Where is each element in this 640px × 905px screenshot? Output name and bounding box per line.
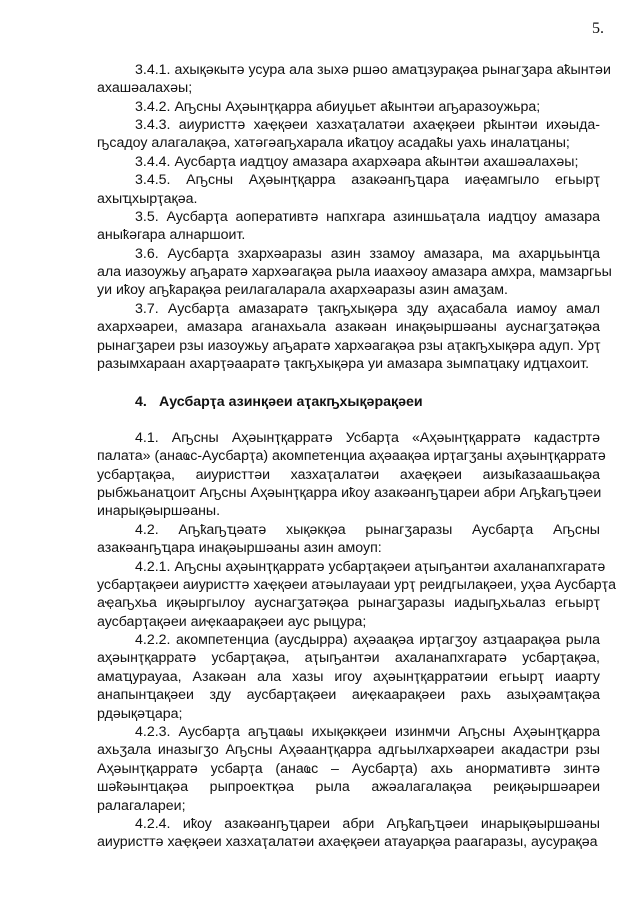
text-line: 4.2. Аҧҟаҧҵәатә хықәкқәа рынагӡаразы Аусбарҭа Аҧсны xyxy=(135,521,600,538)
text-line: усбарҭақәеи аиуристтә хаҿқәеи атәылауааи урҭ реидгылақәеи, уҳәа Аусбарҭа xyxy=(97,576,617,593)
paragraph-3-4-4 xyxy=(97,153,600,171)
paragraph-4-2-2 xyxy=(97,631,600,723)
text-line: 4.2.4. иҟоу азакәанҧҵареи абри Аҧҟаҧҵәеи инарықәыршәаны xyxy=(135,816,600,832)
text-line: 3.4.2. Аҧсны Аҳәынҭқарра абиуџьет аҟынтәи аҧаразоужьра; xyxy=(135,98,541,115)
paragraph-3-4-1 xyxy=(97,61,611,98)
paragraph-3-4-5 xyxy=(97,171,600,208)
paragraph-4-1 xyxy=(97,429,606,521)
text-line: уи иҟоу аҧҟарақәа реилагаларала ахархәаразы азин амаӡам. xyxy=(97,282,508,299)
text-line: ралагалареи; xyxy=(97,797,186,814)
text-line: палата» (анаҩс-Аусбарҭа) акомпетенциа аҳәаақәа ирҭагӡаны аҳәынҭқарратә xyxy=(97,448,606,465)
text-line: 4.1. Аҧсны Аҳәынҭқарратә Усбарҭа «Аҳәынҭқарратә кадастртә xyxy=(135,429,600,446)
page-number: 5. xyxy=(592,20,604,37)
text-line: ахыҵхырҭақәа. xyxy=(97,190,198,207)
paragraph-3-5 xyxy=(97,208,600,245)
text-line: аҳәынҭқарратә усбарҭақәа, аҭыҧантәи ахаланапхгаратә усбарҭақәа, xyxy=(97,650,600,667)
text-line: Аҳәынҭқарратә усбарҭа (анаҩс – Аусбарҭа) ахь анормативтә зинтә xyxy=(97,760,600,777)
text-line: амаҵурауаа, Азакәан ала хазы игоу аҳәынҭқарратәии егьырҭ иаарту xyxy=(97,668,600,685)
text-line: ахьӡала иназыгӡо Аҧсны Аҳәаанҭқарра адгьылхархәареи акадастри рзы xyxy=(97,742,600,759)
text-line: инарықәыршәаны. xyxy=(97,503,221,520)
paragraph-3-4-2 xyxy=(97,98,600,116)
paragraph-3-4-3 xyxy=(97,116,600,153)
text-line: 3.5. Аусбарҭа аоперативтә напхгара азиншьаҭала иадҵоу амазара xyxy=(135,208,600,225)
text-line: разымхараан ахарҭәааратә ҭакҧхықәра уи амазара зымпаҵаку идҵахоит. xyxy=(97,356,590,373)
text-line: 4.2.2. акомпетенциа (аусдырра) аҳәаақәа ирҭагӡоу азҵаарақәа рыла xyxy=(135,632,600,649)
paragraph-4-2-1 xyxy=(97,558,617,632)
text-line: ала иазоужьу аҧаратә хархәагақәа рыла иаахәоу амазара амхра, мамзаргьы xyxy=(97,264,612,281)
text-line: аныҟәгара алнаршоит. xyxy=(97,227,246,244)
text-line: ахархәареи, амазара аганахьала азакәан инақәыршәаны ауснагӡатәқәа xyxy=(97,319,600,336)
text-line: рынагӡареи рзы иазоужьу аҧаратә хархәагақәа рзы аҭакҧхықәра адуп. Урҭ xyxy=(97,337,601,354)
text-line: 3.4.1. ахықәкытә усура ала зыхә ршәо амаҵзурақәа рынагӡара аҟынтәи xyxy=(135,61,611,78)
text-line: шәҟәынҵақәа рыпроектқәа рыла ажәалагалақәа реиқәыршәареи xyxy=(97,779,600,796)
text-line: 4.2.1. Аҧсны аҳәынҭқарратә усбарҭақәеи аҭыҧантәи ахаланапхгаратә xyxy=(135,558,606,575)
section-4-heading xyxy=(135,393,423,411)
text-line: ахашәалахәы; xyxy=(97,80,193,97)
paragraph-4-2 xyxy=(97,521,600,558)
text-line: 3.6. Аусбарҭа зхархәаразы азин ззамоу амазара, ма ахарџьынҵа xyxy=(135,245,600,262)
text-line: 3.4.4. Аусбарҭа иадҵоу амазара ахархәара аҟынтәи ахашәалахәы; xyxy=(135,153,579,170)
text-line: 3.4.5. Аҧсны Аҳәынҭқарра азакәанҧҵара иаҿамгыло егьырҭ xyxy=(135,172,600,189)
section-4-body xyxy=(97,429,617,852)
section-number: 4. xyxy=(135,394,147,410)
paragraph-4-2-4 xyxy=(97,815,600,852)
text-line: 3.4.3. аиуристтә хаҿқәеи хазхаҭалатәи ахаҿқәеи рҟынтәи ихәыда- xyxy=(135,116,600,133)
text-line: аусбарҭақәеи аиҿкаарақәеи аус рыцура; xyxy=(97,613,367,630)
text-line: 4.2.3. Аусбарҭа аҧҵаҩы ихықәкқәеи изинмчи Аҧсны Аҳәынҭқарра xyxy=(135,724,600,741)
text-line: ҧсадоу алагалақәа, хатәгәаҧхарала иҟаҵоу асадаҟы уахь иналаҵаны; xyxy=(97,135,570,152)
section-title: Аусбарҭа азинқәеи аҭакҧхықәрақәеи xyxy=(159,394,423,410)
paragraph-3-7 xyxy=(97,300,600,374)
text-line: аиуристтә хаҿқәеи хазхаҭалатәи ахаҿқәеи атауарқәа раагаразы, аусурақәа xyxy=(97,834,598,851)
section-3-continued xyxy=(97,61,612,374)
paragraph-4-2-3 xyxy=(97,723,600,815)
text-line: аҿаҧхьа иқәыргылоу ауснагӡатәқәа рынагӡаразы иадыҧхьалаз егьырҭ xyxy=(97,595,600,612)
text-line: рдәықәҵара; xyxy=(97,705,183,722)
text-line: азакәанҧҵара инақәыршәаны азин амоуп: xyxy=(97,540,382,557)
text-line: усбарҭақәа, аиуристтәи хазхаҭалатәи ахаҿқәеи аизыҟазаашьақәа xyxy=(97,466,600,483)
text-line: 3.7. Аусбарҭа амазаратә ҭакҧхықәра зду аҳасабала иамоу амал xyxy=(135,300,600,317)
text-line: анапынҵақәеи зду аусбарҭақәеи аиҿкаарақәеи рахь азыҳәамҭақәа xyxy=(97,687,600,704)
paragraph-3-6 xyxy=(97,245,612,300)
text-line: рыбжьанаҵоит Аҧсны Аҳәынҭқарра иҟоу азакәанҧҵареи абри Аҧҟаҧҵәеи xyxy=(97,484,602,501)
